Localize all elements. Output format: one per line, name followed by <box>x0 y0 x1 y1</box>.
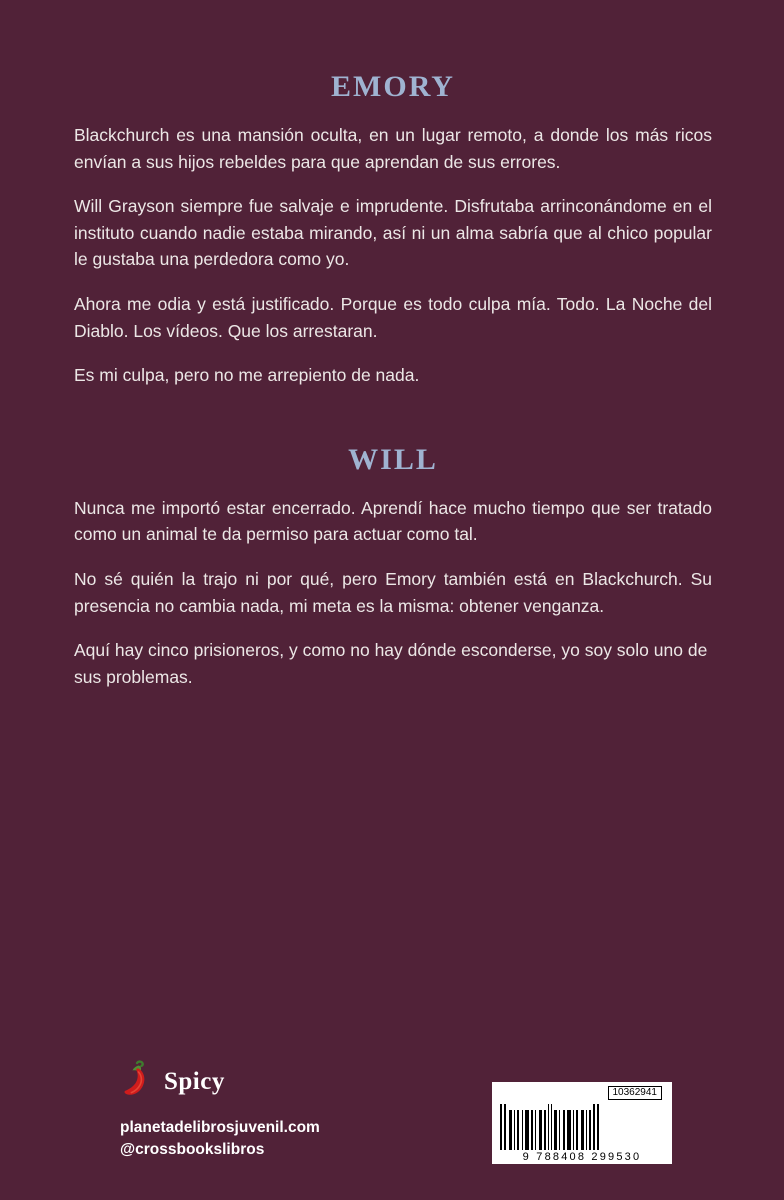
emory-paragraph-4: Es mi culpa, pero no me arrepiento de nada. <box>74 365 420 386</box>
will-paragraph-3: Aquí hay cinco prisioneros, y como no hay dónde esconderse, yo soy solo uno de sus problemas. <box>74 640 708 687</box>
publisher-website[interactable]: planetadelibrosjuvenil.com <box>120 1119 320 1136</box>
emory-paragraph-1: Blackchurch es una mansión oculta, en un lugar remoto, a donde los más ricos envían a sus hijos rebeldes para que aprendan de sus errores. <box>74 125 712 172</box>
barcode-top-number: 10362941 <box>608 1086 663 1100</box>
will-paragraph-1: Nunca me importó estar encerrado. Aprendí hace mucho tiempo que ser tratado como un animal te da permiso para actuar como tal. <box>74 497 712 545</box>
imprint-name: Spicy <box>164 1067 225 1095</box>
emory-paragraph-2: Will Grayson siempre fue salvaje e imprudente. Disfrutaba arrinconándome en el instituto cuando nadie estaba mirando, así ni un alma sabría que al chico popular le gustaba una perdedora como yo. <box>74 196 712 270</box>
blurb-container <box>74 70 712 690</box>
barcode <box>492 1082 672 1164</box>
publisher-social-handle[interactable]: @crossbookslibros <box>120 1141 265 1159</box>
chili-pepper-icon <box>120 1060 154 1103</box>
section-title-will: WILL <box>348 442 438 476</box>
will-paragraph-2: No sé quién la trajo ni por qué, pero Emory también está en Blackchurch. Su presencia no cambia nada, mi meta es la misma: obtener venganza. <box>74 568 712 616</box>
imprint-logo <box>120 1060 225 1103</box>
emory-paragraph-3: Ahora me odia y está justificado. Porque es todo culpa mía. Todo. La Noche del Diablo. Los vídeos. Que los arrestaran. <box>74 293 712 341</box>
barcode-digits: 9 788408 299530 <box>522 1151 642 1163</box>
publisher-links <box>120 1117 320 1162</box>
barcode-bars <box>498 1102 666 1150</box>
cover-footer <box>0 1045 784 1200</box>
section-title-emory: EMORY <box>331 70 455 103</box>
